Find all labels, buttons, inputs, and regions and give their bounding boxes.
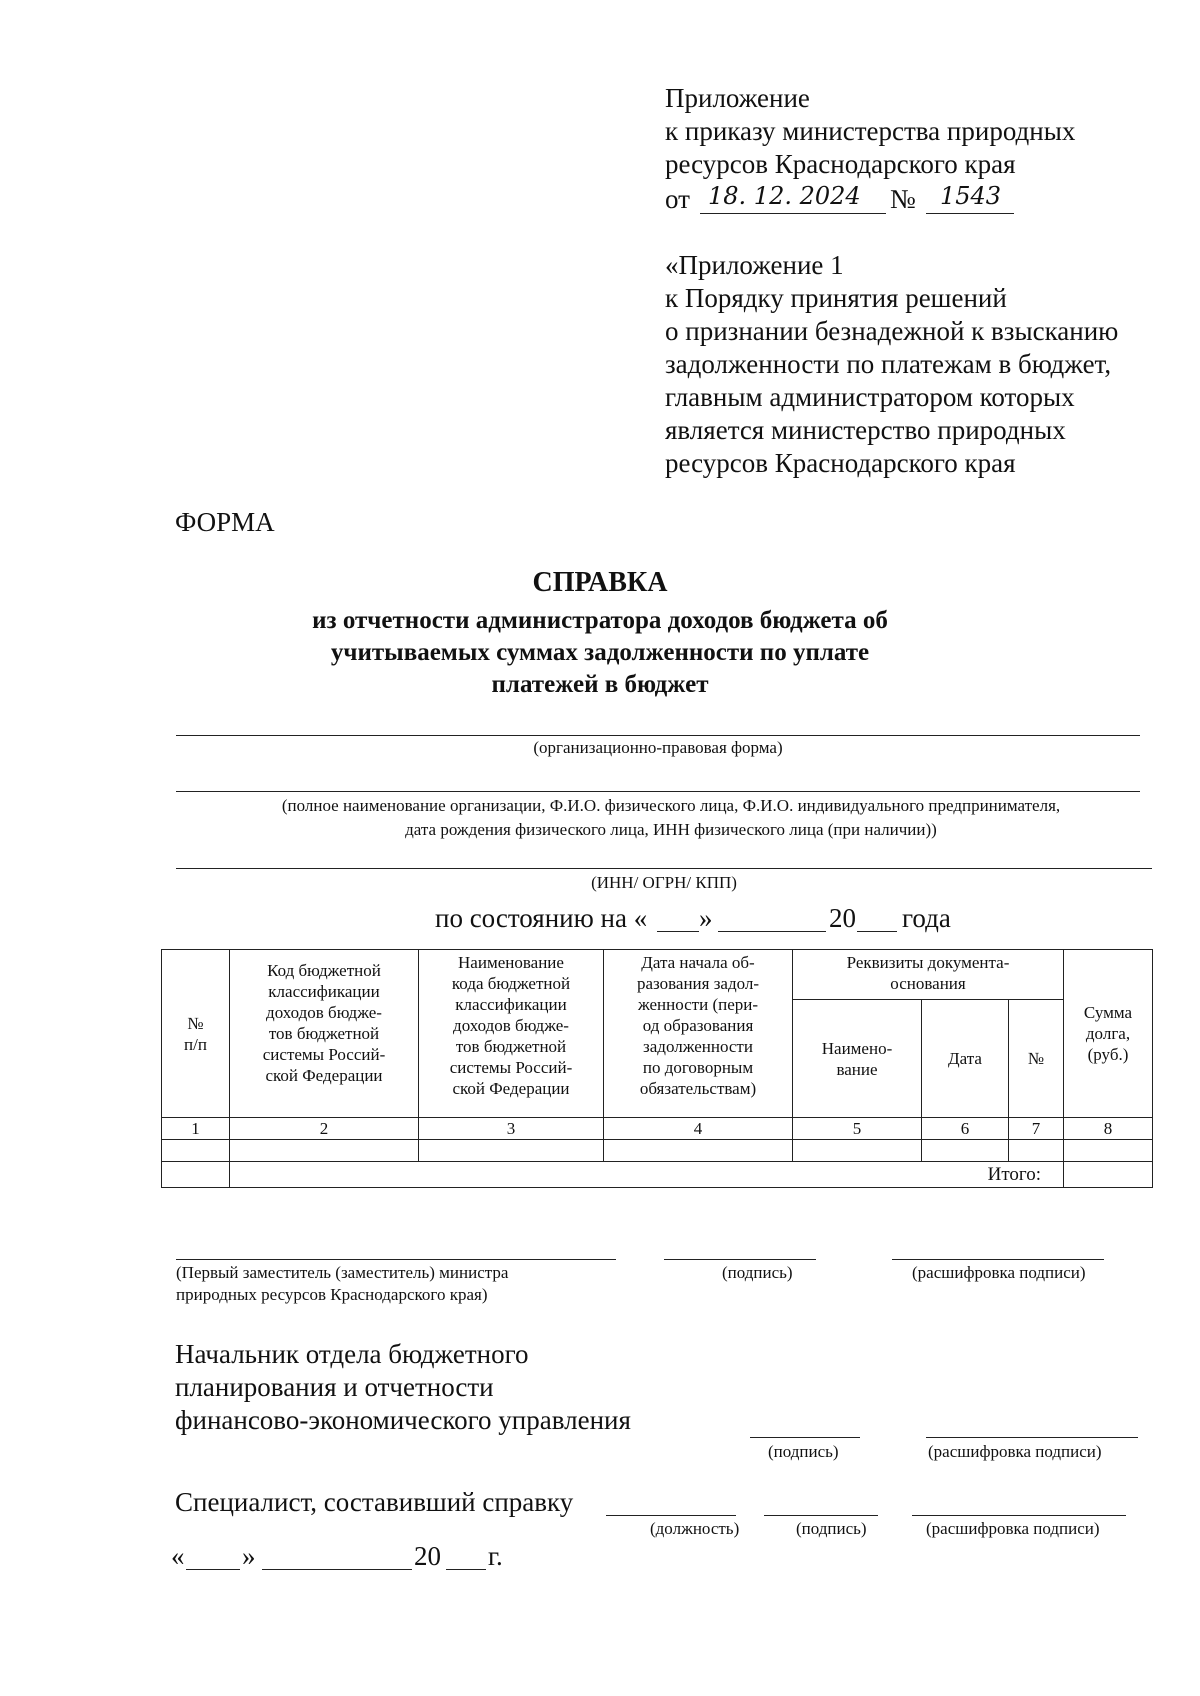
header-kbk: Код бюджетной классификации доходов бюдже- тов бюджетной системы Россий- ской Федерации [230,950,419,1118]
as-of-suffix: года [902,903,951,933]
date-open-quote: « [171,1541,185,1571]
order-header-line: Приложение [665,83,810,113]
appendix-line: к Порядку принятия решений [665,283,1007,313]
specialist-position-caption: (должность) [650,1519,740,1538]
header-doc-name: Наимено- вание [793,1000,922,1118]
specialist-position-line [606,1515,736,1516]
org-name-caption-1: (полное наименование организации, Ф.И.О. физического лица, Ф.И.О. индивидуального предпринимателя, [281,796,1061,815]
table-cell[interactable] [793,1140,922,1162]
org-name-line [176,791,1140,792]
date-year-line [446,1569,486,1570]
order-header-line: к приказу министерства природных [665,116,1076,146]
date-day-line [186,1569,240,1570]
table-row [162,1140,1153,1162]
header-debt-sum: Сумма долга, (руб.) [1064,950,1153,1118]
column-number: 4 [604,1118,793,1140]
column-number-row [162,1118,1153,1140]
header-doc-no: № [1009,1000,1064,1118]
document-title: СПРАВКА [532,567,668,598]
head-position-line-text: планирования и отчетности [175,1372,494,1402]
org-form-caption: (организационно-правовая форма) [533,738,783,757]
date-suffix: г. [488,1541,503,1571]
total-row [162,1162,1153,1188]
inn-line [176,868,1152,869]
as-of-mid: » [699,903,713,933]
specialist-signature-line [764,1515,878,1516]
head-signature-caption: (подпись) [768,1442,839,1461]
org-form-line [176,735,1140,736]
appendix-line: «Приложение 1 [665,250,844,280]
appendix-line: главным администратором которых [665,382,1075,412]
table-cell[interactable] [419,1140,604,1162]
date-month-line [262,1569,412,1570]
order-header [665,82,1075,181]
subtitle-line: платежей в бюджет [491,671,709,698]
deputy-position [176,1262,508,1306]
form-label: ФОРМА [175,507,275,537]
column-number: 8 [1064,1118,1153,1140]
document-subtitle [0,605,1200,701]
as-of-month-line [718,931,826,932]
table-cell[interactable] [1064,1140,1153,1162]
deputy-decode-line [892,1259,1104,1260]
deputy-signature-caption: (подпись) [722,1263,793,1282]
specialist-decode-line [912,1515,1126,1516]
order-date-label: от [665,184,690,214]
appendix-line: является министерство природных [665,415,1066,445]
deputy-position-line-text: природных ресурсов Краснодарского края) [176,1285,488,1304]
as-of-prefix: по состоянию на « [435,903,648,933]
order-number-line [926,213,1014,214]
table-cell[interactable] [1009,1140,1064,1162]
order-date-handwritten: 18. 12. 2024 [708,182,861,210]
total-value-cell[interactable] [1064,1162,1153,1188]
order-number-label: № [890,184,916,214]
head-position [175,1338,631,1437]
appendix-line: задолженности по платежам в бюджет, [665,349,1112,379]
subtitle-line: из отчетности администратора доходов бюджета об [312,607,888,634]
specialist-decode-caption: (расшифровка подписи) [926,1519,1100,1538]
head-decode-line [926,1437,1138,1438]
deputy-signature-line [664,1259,816,1260]
header-basis-doc: Реквизиты документа- основания [793,950,1064,1000]
column-number: 7 [1009,1118,1064,1140]
header-doc-date: Дата [922,1000,1009,1118]
org-name-caption-2: дата рождения физического лица, ИНН физического лица (при наличии)) [405,820,937,839]
subtitle-line: учитываемых суммах задолженности по уплате [330,639,870,666]
deputy-position-line-text: (Первый заместитель (заместитель) министра [176,1263,509,1282]
order-number-handwritten: 1543 [940,182,1002,210]
column-number: 3 [419,1118,604,1140]
table-cell [162,1162,230,1188]
column-number: 1 [162,1118,230,1140]
specialist-signature-caption: (подпись) [796,1519,867,1538]
head-signature-line [750,1437,860,1438]
header-no: № п/п [162,950,230,1118]
appendix-header [665,249,1118,480]
debt-table [161,949,1153,1188]
table-cell[interactable] [604,1140,793,1162]
date-close-quote: » [242,1541,256,1571]
column-number: 2 [230,1118,419,1140]
appendix-line: о признании безнадежной к взысканию [665,316,1119,346]
table-cell[interactable] [162,1140,230,1162]
order-date-line [700,213,886,214]
inn-caption: (ИНН/ ОГРН/ КПП) [591,873,737,892]
deputy-decode-caption: (расшифровка подписи) [912,1263,1086,1282]
as-of-year-prefix: 20 [829,903,856,933]
specialist-position: Специалист, составивший справку [175,1487,574,1517]
table-cell[interactable] [922,1140,1009,1162]
table-cell[interactable] [230,1140,419,1162]
column-number: 6 [922,1118,1009,1140]
head-position-line-text: Начальник отдела бюджетного [175,1339,529,1369]
appendix-line: ресурсов Краснодарского края [665,448,1016,478]
head-position-line-text: финансово-экономического управления [175,1405,631,1435]
header-kbk-name: Наименование кода бюджетной классификации доходов бюдже- тов бюджетной системы Россий- ской Федерации [419,950,604,1118]
as-of-day-line [657,931,699,932]
header-start-date: Дата начала об- разования задол- женности (пери- од образования задолженности по договорным обязательствам) [604,950,793,1118]
total-label: Итого: [230,1162,1064,1188]
column-number: 5 [793,1118,922,1140]
as-of-year-line [857,931,897,932]
deputy-position-line [176,1259,616,1260]
date-year-prefix: 20 [414,1541,441,1571]
head-decode-caption: (расшифровка подписи) [928,1442,1102,1461]
order-header-line: ресурсов Краснодарского края [665,149,1016,179]
